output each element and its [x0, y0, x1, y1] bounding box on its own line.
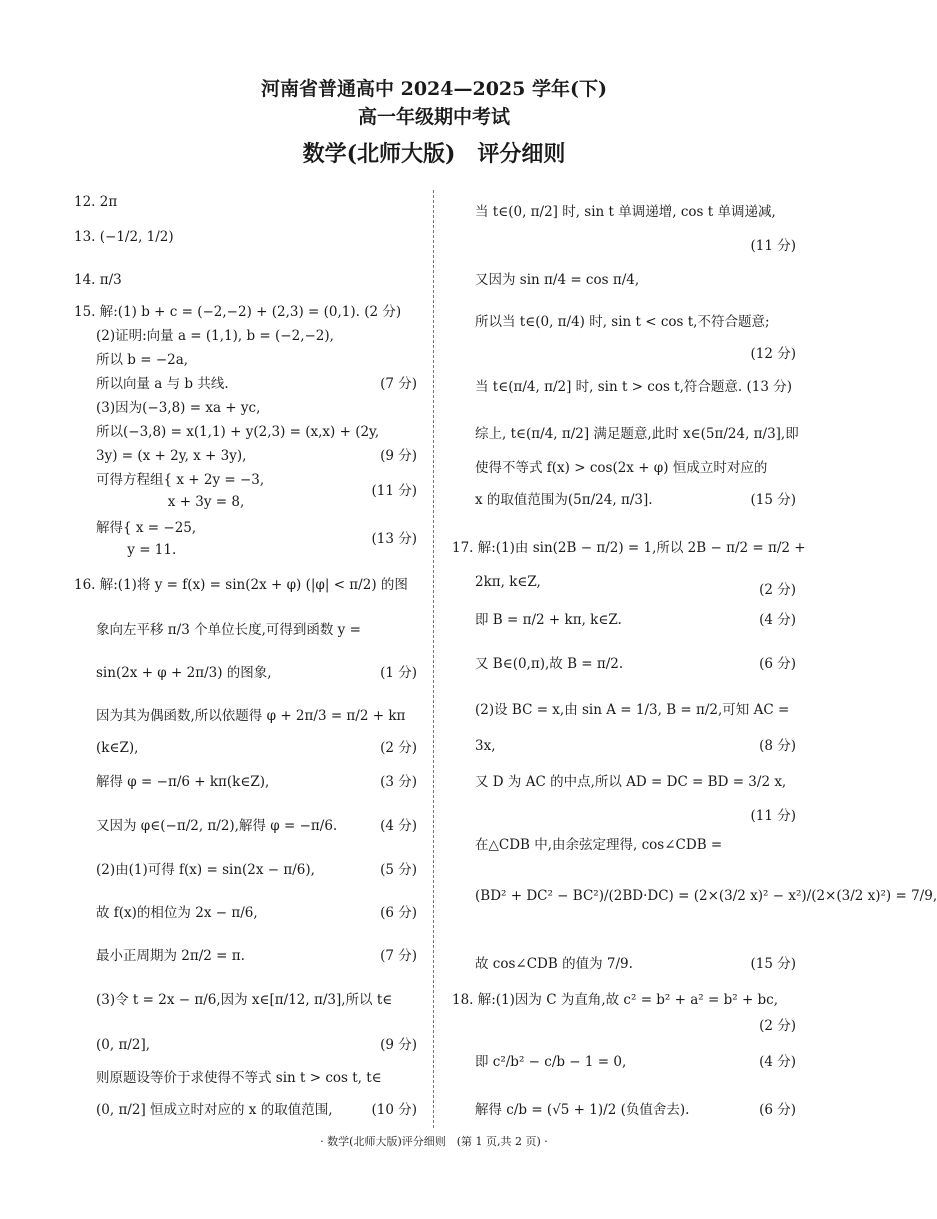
answer-line: 3y) = (x + 2y, x + 3y), [96, 448, 247, 464]
answer-line: 又因为 sin π/4 = cos π/4, [475, 272, 640, 288]
answer-line: (3)令 t = 2x − π/6,因为 x∈[π/12, π/3],所以 t∈ [96, 992, 393, 1008]
answer-line: (BD² + DC² − BC²)/(2BD·DC) = (2×(3/2 x)² − x²)/(2×(3/2 x)²) = 7/9, [475, 888, 937, 904]
exam-title: 河南省普通高中 2024—2025 学年(下) [261, 78, 607, 100]
score-label: (6 分) [380, 905, 417, 921]
score-label: (1 分) [380, 665, 417, 681]
answer-line: 因为其为偶函数,所以依题得 φ + 2π/3 = π/2 + kπ [96, 708, 406, 724]
answer-line: 可得方程组{ x + 2y = −3, [96, 472, 265, 488]
score-label: (2 分) [759, 582, 796, 598]
answer-line: y = 11. [96, 542, 177, 558]
score-label: (5 分) [380, 862, 417, 878]
rubric-title: 数学(北师大版) 评分细则 [302, 141, 566, 167]
score-label: (8 分) [759, 738, 796, 754]
answer-line: 14. π/3 [74, 272, 122, 288]
answer-line: 3x, [475, 738, 496, 754]
score-label: (4 分) [759, 612, 796, 628]
answer-line: 12. 2π [74, 194, 118, 210]
answer-line: 综上, t∈(π/4, π/2] 满足题意,此时 x∈(5π/24, π/3],即 [475, 426, 799, 442]
score-label: (4 分) [380, 818, 417, 834]
score-label: (10 分) [371, 1102, 417, 1118]
answer-line: 13. (−1/2, 1/2) [74, 229, 174, 245]
answer-line: 所以 b = −2a, [96, 352, 189, 368]
answer-line: 使得不等式 f(x) > cos(2x + φ) 恒成立时对应的 [475, 460, 768, 476]
answer-line: 16. 解:(1)将 y = f(x) = sin(2x + φ) (|φ| < π/2) 的图 [74, 577, 408, 593]
score-label: (9 分) [380, 1037, 417, 1053]
answer-line: 则原题设等价于求使得不等式 sin t > cos t, t∈ [96, 1070, 382, 1086]
answer-line: (0, π/2] 恒成立时对应的 x 的取值范围, [96, 1102, 333, 1118]
answer-line: (0, π/2], [96, 1037, 151, 1053]
answer-line: sin(2x + φ + 2π/3) 的图象, [96, 665, 272, 681]
answer-line: 15. 解:(1) b + c = (−2,−2) + (2,3) = (0,1). (2 分) [74, 304, 402, 320]
page-footer: · 数学(北师大版)评分细则 (第 1 页,共 2 页) · [320, 1135, 548, 1148]
answer-line: 故 cos∠CDB 的值为 7/9. [475, 956, 633, 972]
score-label: (3 分) [380, 774, 417, 790]
answer-line: 解得 φ = −π/6 + kπ(k∈Z), [96, 774, 270, 790]
column-divider [433, 190, 434, 1128]
answer-line: (3)因为(−3,8) = xa + yc, [96, 400, 261, 416]
answer-line: (2)证明:向量 a = (1,1), b = (−2,−2), [96, 328, 334, 344]
score-label: (15 分) [750, 956, 796, 972]
answer-line: 故 f(x)的相位为 2x − π/6, [96, 905, 258, 921]
score-label: (12 分) [750, 346, 796, 362]
answer-line: 解得{ x = −25, [96, 520, 197, 536]
answer-line: 所以当 t∈(0, π/4) 时, sin t < cos t,不符合题意; [475, 314, 770, 330]
answer-line: x + 3y = 8, [96, 494, 245, 510]
answer-line: 又 D 为 AC 的中点,所以 AD = DC = BD = 3/2 x, [475, 774, 787, 790]
score-label: (11 分) [371, 483, 417, 499]
answer-line: 在△CDB 中,由余弦定理得, cos∠CDB = [475, 837, 723, 853]
answer-line: 即 B = π/2 + kπ, k∈Z. [475, 612, 622, 628]
answer-line: (2)由(1)可得 f(x) = sin(2x − π/6), [96, 862, 315, 878]
score-label: (15 分) [750, 492, 796, 508]
score-label: (9 分) [380, 448, 417, 464]
score-label: (7 分) [380, 376, 417, 392]
answer-line: 又 B∈(0,π),故 B = π/2. [475, 656, 624, 672]
answer-line: 所以(−3,8) = x(1,1) + y(2,3) = (x,x) + (2y, [96, 424, 380, 440]
exam-subtitle: 高一年级期中考试 [357, 106, 510, 128]
answer-line: 17. 解:(1)由 sin(2B − π/2) = 1,所以 2B − π/2 = π/2 + [452, 540, 806, 556]
answer-line: 最小正周期为 2π/2 = π. [96, 948, 245, 964]
answer-line: 18. 解:(1)因为 C 为直角,故 c² = b² + a² = b² + bc, [452, 992, 779, 1008]
answer-line: 当 t∈(π/4, π/2] 时, sin t > cos t,符合题意. (13 分) [475, 379, 792, 395]
answer-line: 即 c²/b² − c/b − 1 = 0, [475, 1054, 627, 1070]
score-label: (2 分) [380, 740, 417, 756]
score-label: (11 分) [750, 238, 796, 254]
answer-line: (k∈Z), [96, 740, 139, 756]
answer-line: 又因为 φ∈(−π/2, π/2),解得 φ = −π/6. [96, 818, 338, 834]
answer-line: (2)设 BC = x,由 sin A = 1/3, B = π/2,可知 AC = [475, 702, 790, 718]
score-label: (2 分) [759, 1018, 796, 1034]
score-label: (11 分) [750, 808, 796, 824]
answer-line: 象向左平移 π/3 个单位长度,可得到函数 y = [96, 622, 361, 638]
score-label: (6 分) [759, 656, 796, 672]
answer-line: 解得 c/b = (√5 + 1)/2 (负值舍去). [475, 1102, 690, 1118]
answer-line: 当 t∈(0, π/2] 时, sin t 单调递增, cos t 单调递减, [475, 204, 776, 220]
answer-line: 2kπ, k∈Z, [475, 574, 541, 590]
score-label: (4 分) [759, 1054, 796, 1070]
score-label: (7 分) [380, 948, 417, 964]
answer-line: 所以向量 a 与 b 共线. [96, 376, 229, 392]
score-label: (13 分) [371, 531, 417, 547]
answer-line: x 的取值范围为(5π/24, π/3]. [475, 492, 653, 508]
score-label: (6 分) [759, 1102, 796, 1118]
